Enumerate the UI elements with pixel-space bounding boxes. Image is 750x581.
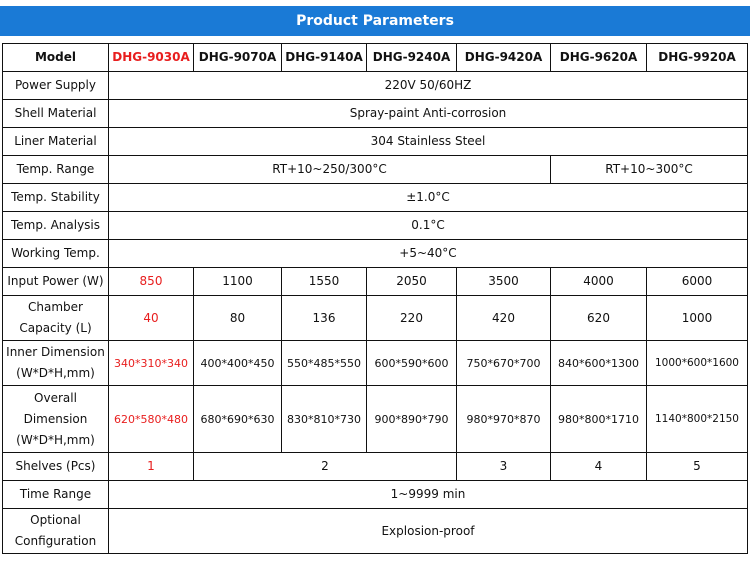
- model-header: DHG-9070A: [194, 44, 282, 72]
- cell-value: 980*970*870: [457, 386, 551, 453]
- cell-value: 220V 50/60HZ: [109, 72, 748, 100]
- row-label: [3, 509, 109, 554]
- row-label: Shelves (Pcs): [3, 453, 109, 481]
- cell-value: 340*310*340: [109, 341, 194, 386]
- cell-value: 1~9999 min: [109, 481, 748, 509]
- table-row: [3, 100, 748, 128]
- table-row: [3, 386, 748, 453]
- cell-value: Spray-paint Anti-corrosion: [109, 100, 748, 128]
- row-label: Temp. Analysis: [3, 212, 109, 240]
- cell-value: RT+10~300°C: [551, 156, 748, 184]
- row-label-line: Configuration: [14, 534, 97, 548]
- cell-value: 980*800*1710: [551, 386, 647, 453]
- model-header: DHG-9240A: [367, 44, 457, 72]
- row-label: [3, 386, 109, 453]
- model-header: DHG-9420A: [457, 44, 551, 72]
- header-label: Model: [3, 44, 109, 72]
- cell-value: 2: [194, 453, 457, 481]
- row-label: Time Range: [3, 481, 109, 509]
- cell-value: Explosion-proof: [109, 509, 748, 554]
- row-label: Input Power (W): [3, 268, 109, 296]
- row-label-line: Inner Dimension: [6, 345, 105, 359]
- page-title: Product Parameters: [296, 13, 454, 29]
- model-header: DHG-9920A: [647, 44, 748, 72]
- table-row: [3, 240, 748, 268]
- cell-value: 5: [647, 453, 748, 481]
- model-header: DHG-9140A: [282, 44, 367, 72]
- table-row: [3, 212, 748, 240]
- cell-value: 680*690*630: [194, 386, 282, 453]
- row-label: Shell Material: [3, 100, 109, 128]
- row-label-line: Chamber: [28, 300, 83, 314]
- cell-value: 1000*600*1600: [647, 341, 748, 386]
- cell-value: 80: [194, 296, 282, 341]
- row-label-line: Dimension: [23, 411, 88, 426]
- row-label-line: Optional: [30, 513, 81, 527]
- cell-value: 1100: [194, 268, 282, 296]
- table-row: [3, 481, 748, 509]
- cell-value: 750*670*700: [457, 341, 551, 386]
- model-header: DHG-9620A: [551, 44, 647, 72]
- table-row: [3, 268, 748, 296]
- table-row: [3, 184, 748, 212]
- row-label-line: (W*D*H,mm): [16, 366, 95, 380]
- cell-value: 1550: [282, 268, 367, 296]
- cell-value: 3: [457, 453, 551, 481]
- table-row: [3, 156, 748, 184]
- row-label: [3, 296, 109, 341]
- table-row: [3, 128, 748, 156]
- row-label-line: Capacity (L): [19, 321, 92, 335]
- row-label-line: (W*D*H,mm): [16, 432, 95, 447]
- title-banner: [0, 6, 750, 36]
- table-row: [3, 509, 748, 554]
- cell-value: +5~40°C: [109, 240, 748, 268]
- table-row: [3, 341, 748, 386]
- cell-value: 850: [109, 268, 194, 296]
- cell-value: ±1.0°C: [109, 184, 748, 212]
- cell-value: 550*485*550: [282, 341, 367, 386]
- table-row: [3, 296, 748, 341]
- table-row: [3, 72, 748, 100]
- row-label: Temp. Range: [3, 156, 109, 184]
- header-row: [3, 44, 748, 72]
- cell-value: 136: [282, 296, 367, 341]
- cell-value: 1: [109, 453, 194, 481]
- cell-value: 420: [457, 296, 551, 341]
- cell-value: RT+10~250/300°C: [109, 156, 551, 184]
- row-label: Working Temp.: [3, 240, 109, 268]
- cell-value: 830*810*730: [282, 386, 367, 453]
- cell-value: 0.1°C: [109, 212, 748, 240]
- cell-value: 840*600*1300: [551, 341, 647, 386]
- cell-value: 4000: [551, 268, 647, 296]
- row-label: [3, 341, 109, 386]
- cell-value: 1140*800*2150: [647, 386, 748, 453]
- cell-value: 900*890*790: [367, 386, 457, 453]
- cell-value: 620*580*480: [109, 386, 194, 453]
- cell-value: 220: [367, 296, 457, 341]
- cell-value: 400*400*450: [194, 341, 282, 386]
- cell-value: 3500: [457, 268, 551, 296]
- row-label-line: Overall: [34, 390, 77, 405]
- cell-value: 600*590*600: [367, 341, 457, 386]
- table-row: [3, 453, 748, 481]
- cell-value: 304 Stainless Steel: [109, 128, 748, 156]
- cell-value: 4: [551, 453, 647, 481]
- cell-value: 40: [109, 296, 194, 341]
- parameters-table: [2, 43, 748, 554]
- row-label: Liner Material: [3, 128, 109, 156]
- cell-value: 6000: [647, 268, 748, 296]
- row-label: Power Supply: [3, 72, 109, 100]
- model-header: DHG-9030A: [109, 44, 194, 72]
- cell-value: 620: [551, 296, 647, 341]
- row-label: Temp. Stability: [3, 184, 109, 212]
- cell-value: 1000: [647, 296, 748, 341]
- cell-value: 2050: [367, 268, 457, 296]
